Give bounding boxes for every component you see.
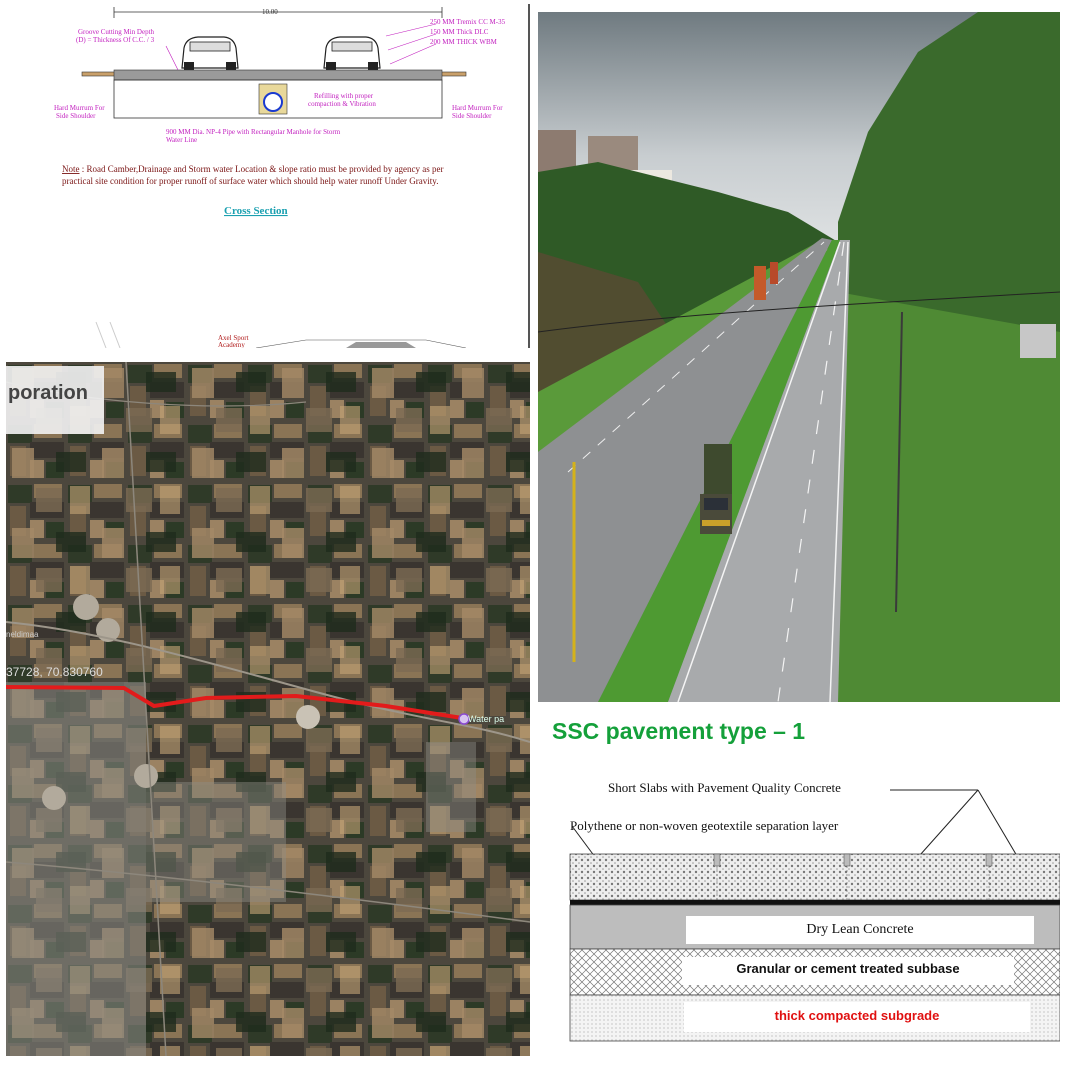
layer-label-1: 250 MM Tremix CC M-35 xyxy=(430,18,506,26)
layer-label-3: 200 MM THICK WBM xyxy=(430,38,497,46)
satellite-map xyxy=(6,362,530,1056)
groove-label: Groove Cutting Min Depth (D) = Thickness Of C.C. / 3 xyxy=(76,28,155,44)
cross-section-title: Cross Section xyxy=(224,205,288,217)
refill-label: Refilling with proper compaction & Vibration xyxy=(308,92,376,108)
cross-section-drawing xyxy=(6,4,530,348)
layer-label-2: 150 MM Thick DLC xyxy=(430,28,489,36)
ssc-title: SSC pavement type – 1 xyxy=(552,718,806,744)
subgrade-label: thick compacted subgrade xyxy=(774,1008,940,1023)
cross-section-svg xyxy=(6,4,528,348)
subbase-label: Granular or cement treated subbase xyxy=(736,961,960,976)
map-label-box xyxy=(6,366,104,434)
car-right-icon xyxy=(324,37,380,70)
academy-label: Axel Sport Academy xyxy=(218,334,249,348)
note-text: Note : Road Camber,Drainage and Storm water Location & slope ratio must be provided by agency as per practical site condition for proper runoff of surface water which should help water runoff Under Gravity. xyxy=(62,164,444,186)
slabs-note: Short Slabs with Pavement Quality Concrete xyxy=(608,780,841,795)
map-place-label: Water pa xyxy=(468,714,505,724)
car-left-icon xyxy=(182,37,238,70)
shoulder-right-label: Hard Murrum For Side Shoulder xyxy=(452,104,503,120)
separation-layer xyxy=(570,900,1060,905)
pipe-label: 900 MM Dia. NP-4 Pipe with Rectangular Manhole for Storm Water Line xyxy=(166,128,341,144)
geotextile-note: Polythene or non-woven geotextile separation layer xyxy=(570,818,839,833)
parked-vehicle xyxy=(1020,324,1056,358)
subgrade-label-box xyxy=(684,1002,1030,1032)
subbase-label-box xyxy=(682,957,1014,985)
map-terrain-svg xyxy=(6,362,530,1056)
pavement-layer xyxy=(114,70,442,80)
urban-area-center xyxy=(146,782,286,902)
ssc-pavement-diagram xyxy=(538,714,1060,1060)
highway-photo xyxy=(538,12,1060,702)
shoulder-left-label: Hard Murrum For Side Shoulder xyxy=(54,104,105,120)
map-label-text: poration xyxy=(8,382,88,404)
circular-field xyxy=(73,594,99,620)
map-coordinates: 37728, 70.830760 xyxy=(6,665,103,679)
dlc-label: Dry Lean Concrete xyxy=(806,922,914,937)
truck-icon xyxy=(700,444,732,534)
storm-pipe-icon xyxy=(264,93,282,111)
dimension-text: 10.00 xyxy=(262,8,278,16)
highway-photo-svg xyxy=(538,12,1060,702)
truck-distant xyxy=(754,266,766,300)
map-small-label: neldimaa xyxy=(6,630,39,639)
dlc-label-box xyxy=(686,916,1034,944)
